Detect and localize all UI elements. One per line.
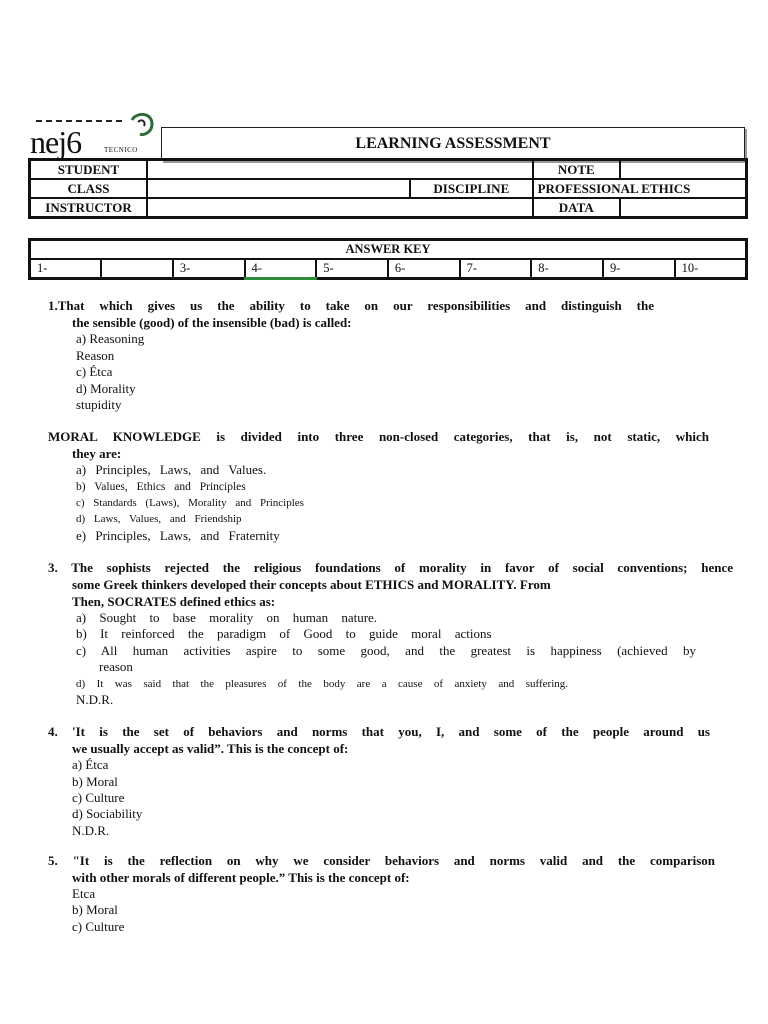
instructor-label: INSTRUCTOR xyxy=(30,198,147,218)
data-label: DATA xyxy=(533,198,620,218)
logo-subtext: TECNICO xyxy=(104,146,138,154)
question-2-option[interactable]: a) Principles, Laws, and Values. xyxy=(76,462,267,477)
question-3-stem: 3. The sophists rejected the religious foundations of morality in favor of social conventions; hence xyxy=(48,560,733,575)
question-2-option[interactable]: e) Principles, Laws, and Fraternity xyxy=(76,528,280,543)
instructor-field[interactable] xyxy=(147,198,533,218)
discipline-field[interactable]: PROFESSIONAL ETHICS xyxy=(533,179,747,198)
page-title: LEARNING ASSESSMENT xyxy=(161,127,745,161)
question-5-option[interactable]: b) Moral xyxy=(72,902,118,917)
answer-cell[interactable] xyxy=(101,259,173,279)
class-field[interactable] xyxy=(147,179,410,198)
question-5-option[interactable]: c) Culture xyxy=(72,919,125,934)
question-5-stem-cont: with other morals of different people.” This is the concept of: xyxy=(72,870,410,885)
question-3-stem-cont: some Greek thinkers developed their concepts about ETHICS and MORALITY. From xyxy=(72,577,551,592)
question-4-stem: 4. 'It is the set of behaviors and norms that you, I, and some of the people around us xyxy=(48,724,710,739)
header-row-instructor xyxy=(30,198,747,218)
question-2-option[interactable]: c) Standards (Laws), Morality and Principles xyxy=(76,497,304,509)
question-2-option[interactable]: d) Laws, Values, and Friendship xyxy=(76,513,242,525)
answer-cell[interactable]: 1- xyxy=(30,259,102,279)
question-3-option[interactable]: N.D.R. xyxy=(76,692,114,707)
answer-cell[interactable]: 4- xyxy=(245,259,317,279)
answer-cell[interactable]: 10- xyxy=(675,259,747,279)
student-label: STUDENT xyxy=(30,160,147,180)
header-row-student xyxy=(30,160,747,180)
question-4-option[interactable]: N.D.R. xyxy=(72,823,110,838)
answer-cell[interactable]: 9- xyxy=(603,259,675,279)
question-3-option[interactable]: a) Sought to base morality on human nature. xyxy=(76,610,378,625)
question-4-option[interactable]: b) Moral xyxy=(72,774,118,789)
logo-text: nej6 xyxy=(30,124,82,160)
question-3-stem-cont: Then, SOCRATES defined ethics as: xyxy=(72,594,276,609)
answer-cell[interactable]: 7- xyxy=(460,259,532,279)
student-field[interactable] xyxy=(147,160,533,180)
note-field[interactable] xyxy=(620,160,747,180)
question-1-option[interactable]: d) Morality xyxy=(76,381,136,396)
question-1-option[interactable]: c) Étca xyxy=(76,364,113,379)
answer-key-table xyxy=(28,238,748,280)
question-2-stem-cont: they are: xyxy=(72,446,122,461)
answer-cell[interactable]: 5- xyxy=(316,259,388,279)
answer-key-title: ANSWER KEY xyxy=(30,240,747,260)
logo-swirl-icon xyxy=(128,112,156,138)
class-label: CLASS xyxy=(30,179,147,198)
question-3-option[interactable]: b) It reinforced the paradigm of Good to guide moral actions xyxy=(76,626,492,641)
question-1-stem-cont: the sensible (good) of the insensible (bad) is called: xyxy=(72,315,352,330)
answer-cell[interactable]: 3- xyxy=(173,259,245,279)
question-1-option[interactable]: Reason xyxy=(76,348,115,363)
question-5-stem: 5. "It is the reflection on why we consider behaviors and norms valid and the comparison xyxy=(48,853,715,868)
question-3-option[interactable]: d) It was said that the pleasures of the body are a cause of anxiety and suffering. xyxy=(76,678,568,690)
school-logo xyxy=(30,112,160,160)
answer-cell[interactable]: 8- xyxy=(531,259,603,279)
question-4-stem-cont: we usually accept as valid”. This is the concept of: xyxy=(72,741,349,756)
question-4-option[interactable]: a) Étca xyxy=(72,757,109,772)
answer-cell[interactable]: 6- xyxy=(388,259,460,279)
data-field[interactable] xyxy=(620,198,747,218)
discipline-label: DISCIPLINE xyxy=(410,179,533,198)
answer-key-row xyxy=(30,259,747,279)
question-4-option[interactable]: c) Culture xyxy=(72,790,125,805)
question-5-option[interactable]: Etca xyxy=(72,886,96,901)
question-1-option[interactable]: stupidity xyxy=(76,397,122,412)
question-3-option-cont: reason xyxy=(99,659,133,674)
note-label: NOTE xyxy=(533,160,620,180)
question-4-option[interactable]: d) Sociability xyxy=(72,806,143,821)
header-table xyxy=(28,158,748,219)
question-1-stem: 1.That which gives us the ability to take on our responsibilities and distinguish the xyxy=(48,298,654,313)
question-1-option[interactable]: a) Reasoning xyxy=(76,331,145,346)
question-2-option[interactable]: b) Values, Ethics and Principles xyxy=(76,481,246,493)
logo-dash-line xyxy=(36,120,122,122)
question-3-option[interactable]: c) All human activities aspire to some good, and the greatest is happiness (achieved by xyxy=(76,643,696,658)
question-2-stem: MORAL KNOWLEDGE is divided into three non-closed categories, that is, not static, which xyxy=(48,429,709,444)
header-row-class xyxy=(30,179,747,198)
